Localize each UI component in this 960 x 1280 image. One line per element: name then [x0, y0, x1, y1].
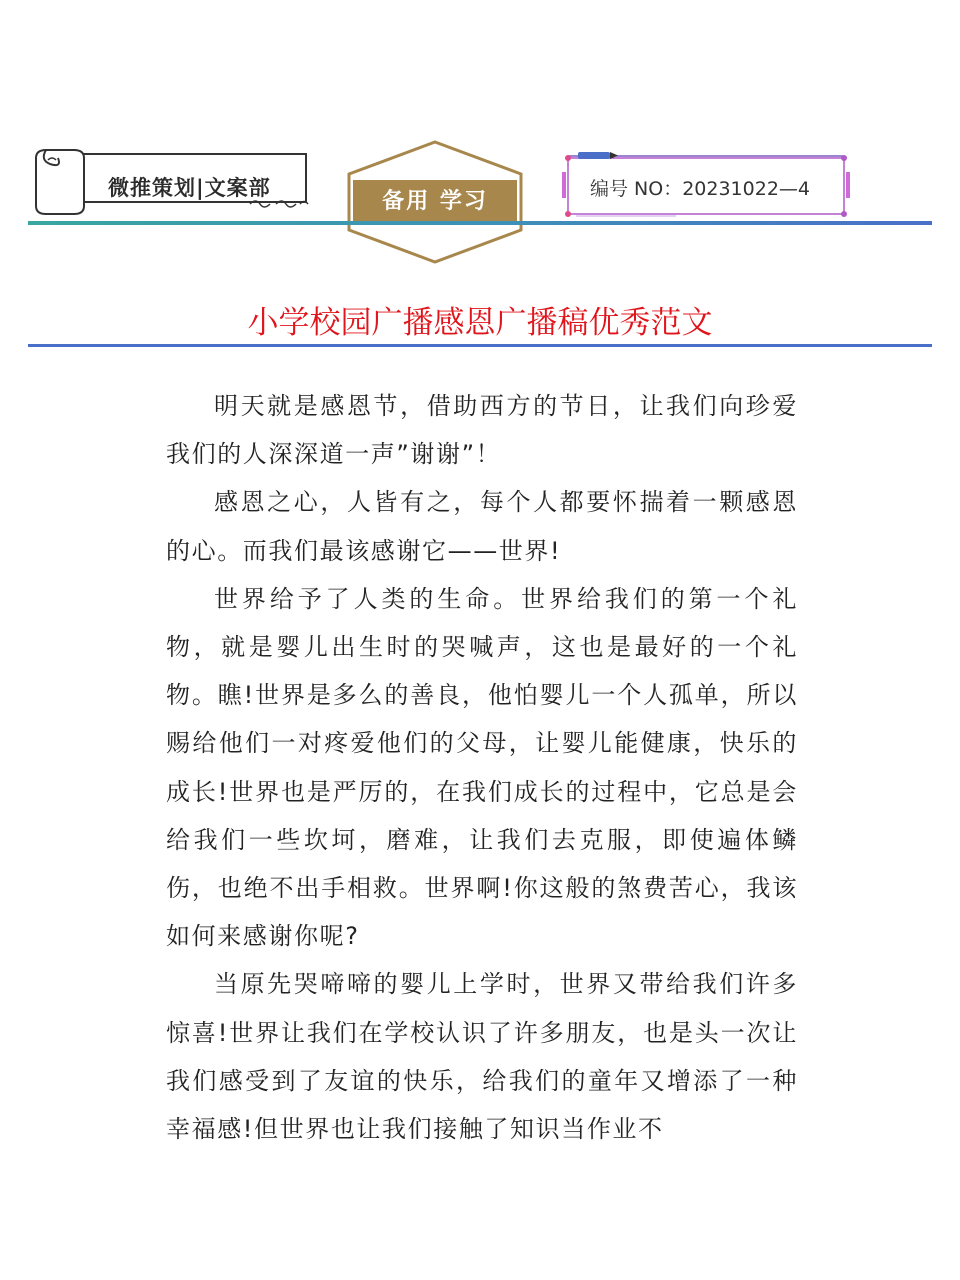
header-divider: [28, 221, 932, 225]
title-divider: [28, 344, 932, 347]
department-label: 微推策划|文案部: [108, 176, 271, 200]
paragraph: 当原先哭啼啼的婴儿上学时，世界又带给我们许多惊喜!世界让我们在学校认识了许多朋友，也是头一次让我们感受到了友谊的快乐，给我们的童年又增添了一种幸福感!但世界也让我们接触了知识当作业不: [166, 970, 798, 1144]
paragraph: 感恩之心，人皆有之，每个人都要怀揣着一颗感恩的心。而我们最该感谢它——世界!: [166, 488, 798, 565]
paragraph: 明天就是感恩节，借助西方的节日，让我们向珍爱我们的人深深道一声”谢谢”！: [166, 392, 798, 469]
serial-card: [556, 148, 856, 222]
paragraph: 世界给予了人类的生命。世界给我们的第一个礼物，就是婴儿出生时的哭喊声，这也是最好的一个礼物。瞧!世界是多么的善良，他怕婴儿一个人孤单，所以赐给他们一对疼爱他们的父母，让婴儿能健康，快乐的成长!世界也是严厉的，在我们成长的过程中，它总是会给我们一些坎坷，磨难，让我们去克服，即使遍体鳞伤，也绝不出手相救。世界啊!你这般的煞费苦心，我该如何来感谢你呢?: [166, 584, 798, 951]
department-badge: [28, 146, 318, 220]
document-title: 小学校园广播感恩广播稿优秀范文: [247, 305, 713, 341]
category-badge: [345, 140, 525, 264]
serial-number: 编号 NO：20231022—4: [590, 178, 811, 200]
document-body: [166, 382, 798, 1153]
category-label: 备用 学习: [382, 189, 488, 214]
